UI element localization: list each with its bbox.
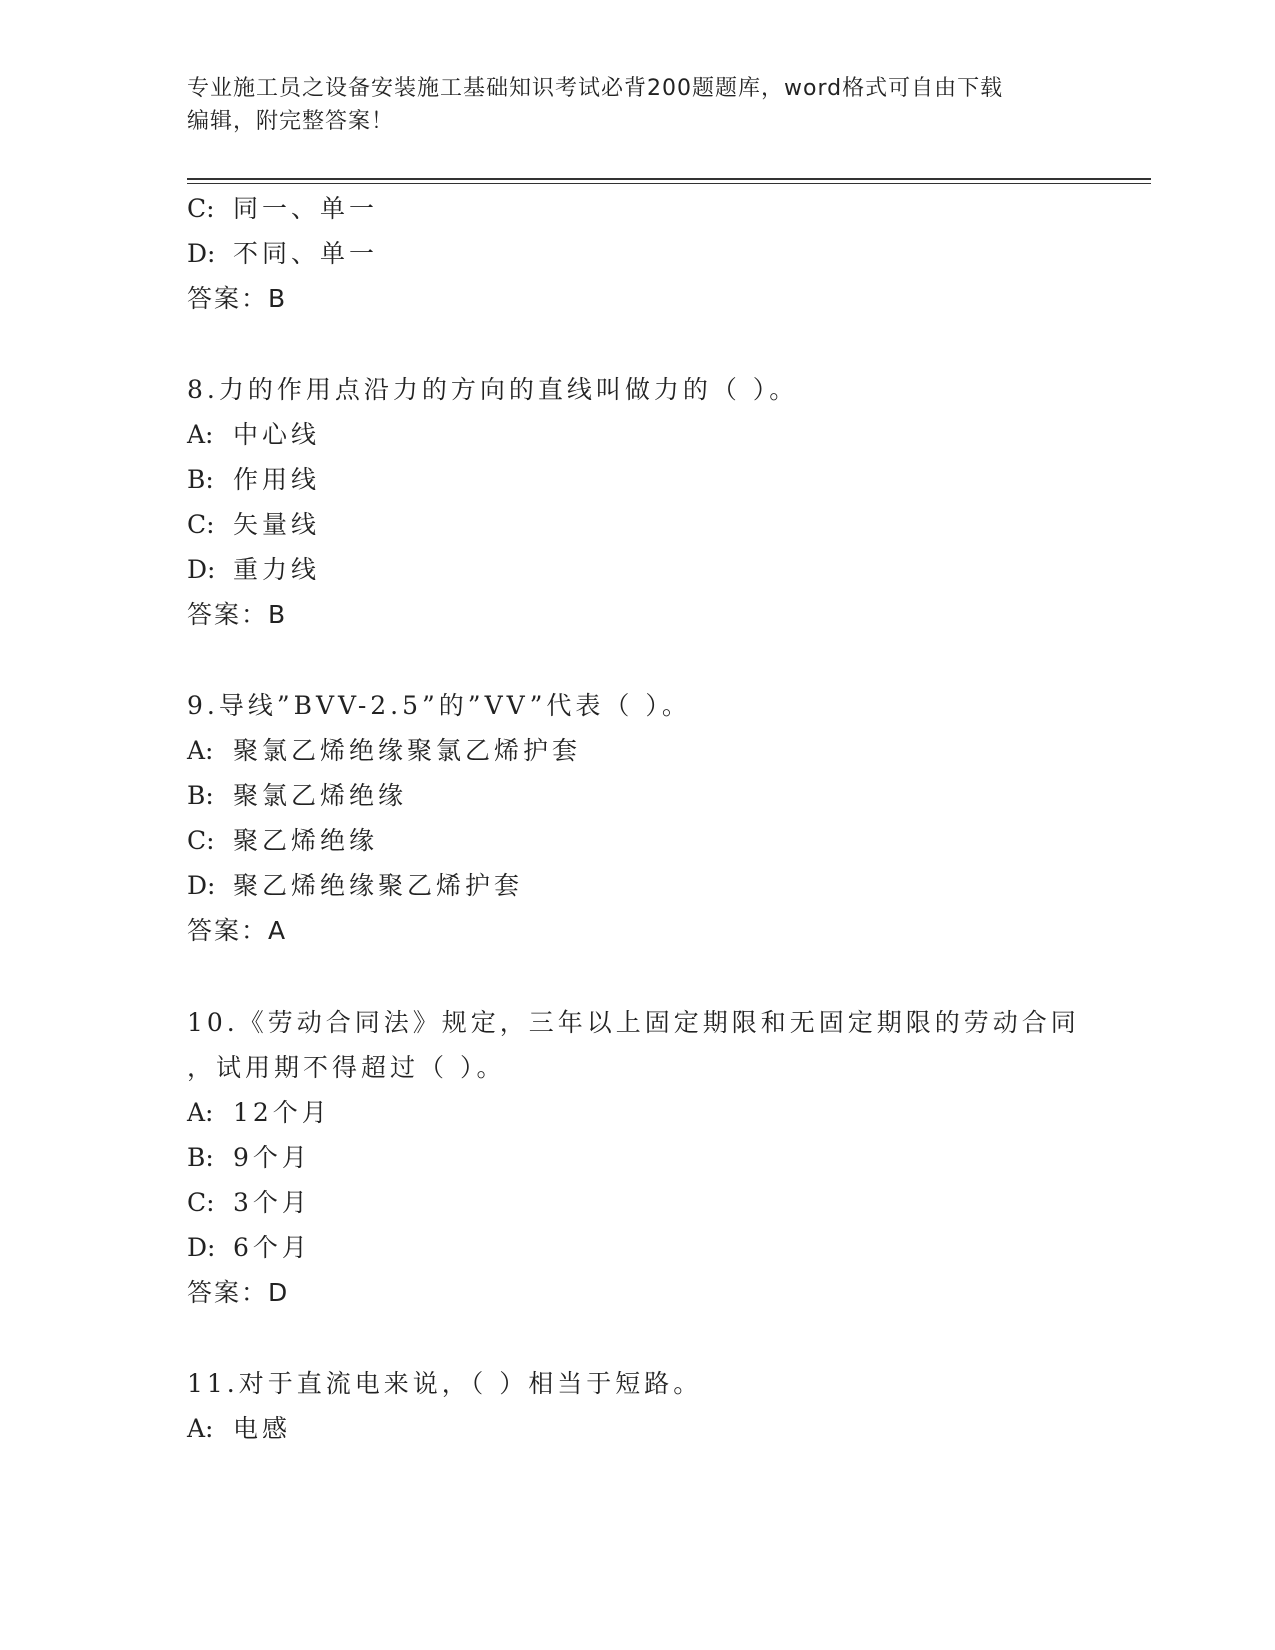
option-label: C:	[187, 1188, 215, 1217]
option-text: 同一、单一	[233, 194, 379, 223]
q10-option-d	[187, 1230, 311, 1266]
option-label: B:	[187, 1143, 214, 1172]
option-text: 重力线	[233, 555, 321, 584]
q8-option-c	[187, 507, 320, 543]
q9-answer: 答案：A	[187, 916, 288, 945]
q8-answer: 答案：B	[187, 600, 288, 629]
q7-answer: 答案：B	[187, 284, 288, 313]
q9-stem: 9.导线”BVV-2.5”的”VV”代表（ ）。	[187, 691, 691, 720]
header-line-1: 专业施工员之设备安装施工基础知识考试必背200题题库，word格式可自由下载	[187, 76, 1004, 101]
option-label: D:	[187, 555, 216, 584]
q9-option-b	[187, 778, 407, 814]
header-divider-thick	[187, 178, 1151, 180]
option-text: 3个月	[233, 1188, 311, 1217]
option-label: C:	[187, 510, 215, 539]
option-label: A:	[187, 736, 214, 765]
q11-stem: 11.对于直流电来说，（ ）相当于短路。	[187, 1369, 703, 1398]
q8-option-a	[187, 417, 320, 453]
q10-stem-line-2: ，试用期不得超过（ ）。	[187, 1053, 506, 1082]
q10-option-a	[187, 1095, 331, 1131]
option-text: 9个月	[233, 1143, 311, 1172]
option-text: 聚乙烯绝缘	[233, 826, 379, 855]
option-text: 作用线	[233, 465, 321, 494]
q10-option-c	[187, 1185, 311, 1221]
q8-option-d	[187, 552, 320, 588]
q11-option-a	[187, 1411, 291, 1447]
option-label: D:	[187, 1233, 216, 1262]
option-text: 6个月	[233, 1233, 311, 1262]
option-label: D:	[187, 871, 216, 900]
option-label: C:	[187, 194, 215, 223]
option-text: 聚乙烯绝缘聚乙烯护套	[233, 871, 524, 900]
option-text: 12个月	[233, 1098, 331, 1127]
option-text: 聚氯乙烯绝缘聚氯乙烯护套	[233, 736, 582, 765]
q9-option-a	[187, 733, 581, 769]
option-text: 电感	[233, 1414, 292, 1443]
option-label: B:	[187, 781, 214, 810]
header-line-2: 编辑，附完整答案！	[187, 109, 395, 134]
q9-option-d	[187, 868, 523, 904]
q8-stem: 8.力的作用点沿力的方向的直线叫做力的（ ）。	[187, 375, 799, 404]
q10-answer: 答案：D	[187, 1278, 290, 1307]
option-text: 聚氯乙烯绝缘	[233, 781, 408, 810]
option-label: D:	[187, 239, 216, 268]
q7-option-d	[187, 236, 378, 272]
option-label: C:	[187, 826, 215, 855]
option-text: 不同、单一	[233, 239, 379, 268]
header-divider-thin	[187, 183, 1151, 184]
q7-option-c	[187, 191, 378, 227]
document-header	[187, 72, 1087, 138]
option-label: B:	[187, 465, 214, 494]
option-label: A:	[187, 1414, 214, 1443]
option-label: A:	[187, 420, 214, 449]
q10-stem-line-1: 10.《劳动合同法》规定，三年以上固定期限和无固定期限的劳动合同	[187, 1008, 1080, 1037]
option-label: A:	[187, 1098, 214, 1127]
q9-option-c	[187, 823, 378, 859]
option-text: 中心线	[233, 420, 321, 449]
q10-option-b	[187, 1140, 311, 1176]
option-text: 矢量线	[233, 510, 321, 539]
q8-option-b	[187, 462, 320, 498]
